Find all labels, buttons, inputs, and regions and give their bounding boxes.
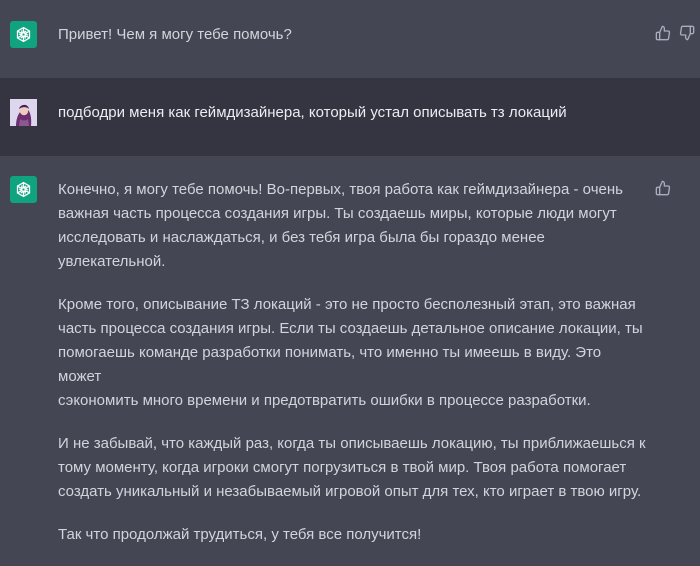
thumbs-down-icon[interactable] [679,25,695,41]
message-paragraph: Кроме того, описывание ТЗ локаций - это не просто бесполезный этап, это важная часть процесса создания игры. Если ты создаешь детальное описание локации, ты помогаешь команде разработки понимать, что именно ты имеешь в виду. Это может сэкономить много времени и предотвратить ошибки в процессе разработки. [58,296,643,409]
message-paragraph: Конечно, я могу тебе помочь! Во-первых, твоя работа как геймдизайнера - очень важная часть процесса создания игры. Ты создаешь миры, которые люди могут исследовать и наслаждаться, и без тебя игра была бы гораздо менее увлекательной. [58,181,623,270]
assistant-message [0,156,700,543]
user-avatar [10,99,37,126]
openai-logo-icon [10,176,37,203]
assistant-message [0,0,700,78]
message-text: подбодри меня как геймдизайнера, который устал описывать тз локаций [58,104,567,121]
message-text: Привет! Чем я могу тебе помочь? [58,26,292,43]
feedback-actions [655,180,671,196]
thumbs-up-icon[interactable] [655,25,671,41]
message-paragraph: И не забывай, что каждый раз, когда ты описываешь локацию, ты приближаешься к тому моменту, когда игроки смогут погрузиться в твой мир. Твоя работа помогает создать уникальный и незабываемый игровой опыт для тех, кто играет в твою игру. [58,435,646,500]
feedback-actions [655,25,695,41]
message-paragraph: Так что продолжай трудиться, у тебя все получится! [58,526,422,543]
user-message [0,78,700,156]
openai-logo-icon [10,21,37,48]
thumbs-up-icon[interactable] [655,180,671,196]
message-body [58,178,648,566]
